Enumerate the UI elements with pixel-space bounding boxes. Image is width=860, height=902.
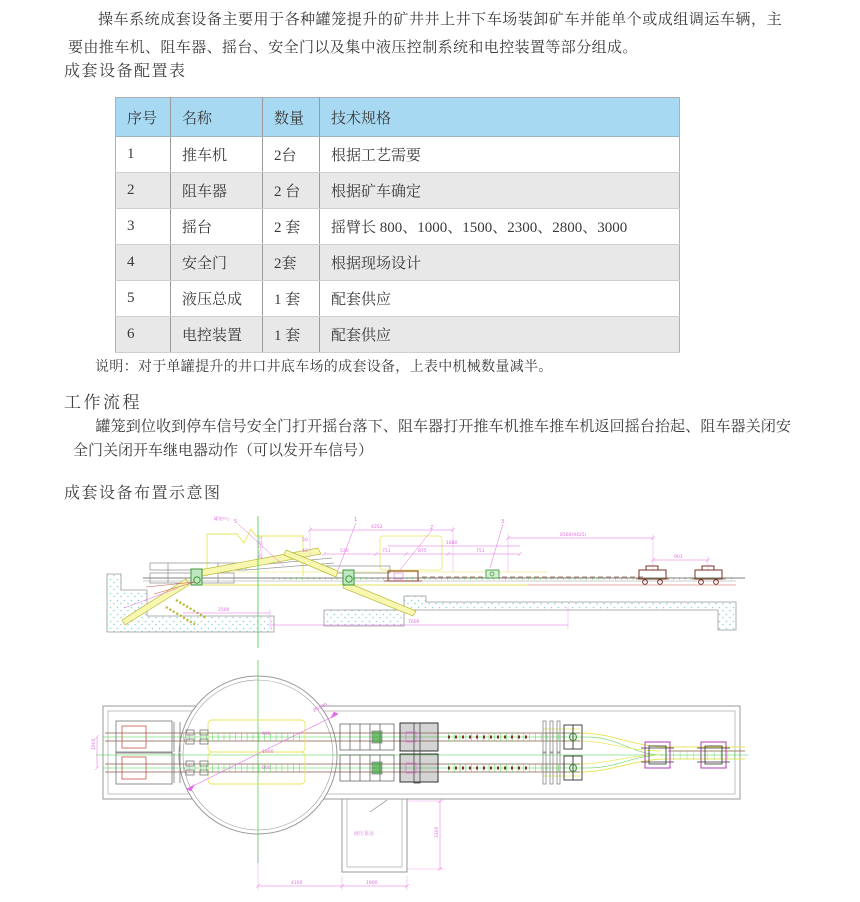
svg-text:5: 5 [234,519,238,525]
svg-text:1900: 1900 [366,881,378,886]
svg-text:3: 3 [501,519,505,525]
col-header-name: 名称 [171,98,263,137]
room-label: 液压泵房 [354,831,375,837]
svg-text:1880: 1880 [446,541,458,546]
mid-floor [324,610,404,626]
equipment-table-body [116,137,680,353]
callout-numbers [234,517,504,531]
table-row: 6 电控装置 1 套 配套供应 [116,317,680,353]
svg-text:900: 900 [262,766,271,771]
hydraulic-room [342,795,407,872]
col-header-spec: 技术规格 [320,98,680,137]
cad-drawing [88,508,768,902]
hinge-unit [343,570,354,585]
table-header-row [116,98,680,137]
table-row: 5 液压总成 1 套 配套供应 [116,281,680,317]
plan-view [91,660,748,890]
svg-text:2: 2 [430,525,434,531]
cage-center-label: 罐笼中心 [214,516,230,521]
table-row: 2 阻车器 2 台 根据矿车确定 [116,173,680,209]
svg-text:4252: 4252 [371,525,383,530]
mine-car [692,566,725,584]
svg-text:8560(9425): 8560(9425) [560,533,587,538]
svg-text:50: 50 [302,538,308,543]
table-note: 说明：对于单罐提升的井口井底车场的成套设备，上表中机械数量减半。 [95,360,553,375]
svg-text:751: 751 [476,549,485,554]
equipment-table [115,97,680,353]
table-row: 3 摇台 2 套 摇臂长 800、1000、1500、2300、2800、3000 [116,209,680,245]
svg-text:900: 900 [262,732,271,737]
elevation-dimensions [124,523,710,629]
blocker-device [486,570,499,578]
table-row: 4 安全门 2套 根据现场设计 [116,245,680,281]
svg-text:751: 751 [382,549,391,554]
col-header-no: 序号 [116,98,171,137]
mine-car [636,566,669,584]
svg-text:530: 530 [340,549,349,554]
svg-text:1900: 1900 [262,750,274,755]
svg-text:Ø6500: Ø6500 [312,702,329,714]
workflow-paragraph: 罐笼到位收到停车信号安全门打开摇台落下、阻车器打开推车机推车推车机返回摇台抬起、阻车器关闭安全门关闭开车继电器动作（可以发开车信号） [73,419,791,459]
svg-text:4100: 4100 [291,881,303,886]
svg-text:43: 43 [302,549,308,554]
intro-paragraph: 操车系统成套设备主要用于各种罐笼提升的矿井井上井下车场装卸矿车并能单个或成组调运车辆，主要由推车机、阻车器、摇台、安全门以及集中液压控制系统和电控装置等部分组成。 [68,12,782,56]
workflow-heading: 工作流程 [64,393,142,412]
svg-text:901: 901 [674,555,683,560]
svg-text:1900: 1900 [92,738,97,750]
elevation-view [107,515,745,648]
svg-text:3300: 3300 [435,826,440,838]
layout-diagram [88,508,768,902]
col-header-qty: 数量 [263,98,320,137]
table-row: 1 推车机 2台 根据工艺需要 [116,137,680,173]
svg-text:2500: 2500 [218,608,230,613]
svg-text:7600: 7600 [408,620,420,625]
centerline-label: 井筒中心线 [257,536,263,559]
svg-text:1: 1 [354,517,358,523]
config-table-heading: 成套设备配置表 [64,63,187,80]
svg-text:875: 875 [418,549,427,554]
layout-heading: 成套设备布置示意图 [64,485,222,502]
